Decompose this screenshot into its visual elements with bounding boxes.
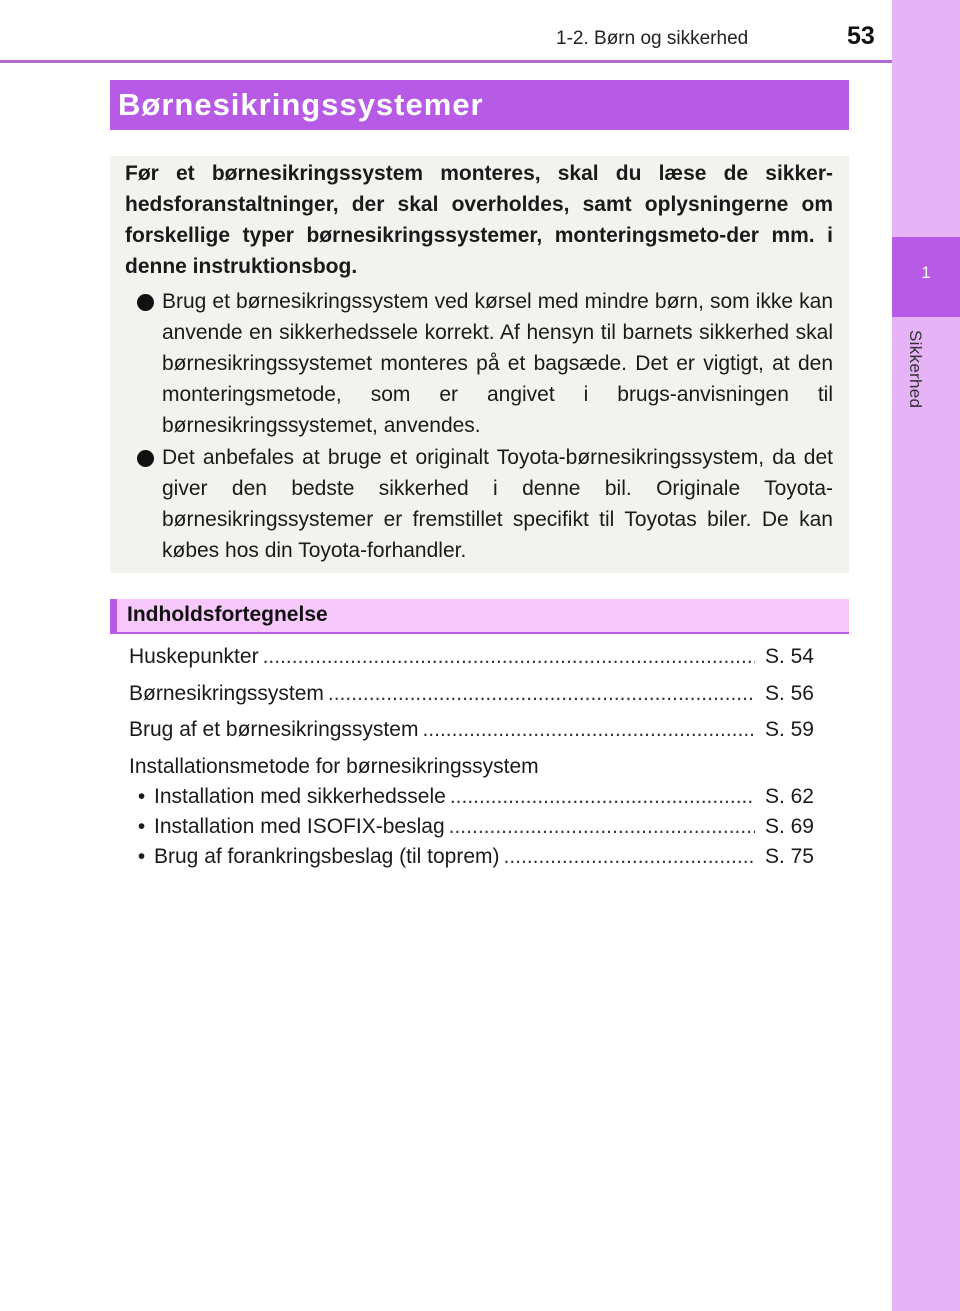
toc-dot-leader	[449, 815, 755, 839]
section-reference: 1-2. Børn og sikkerhed	[556, 28, 749, 49]
intro-lead-text: Før et børnesikringssystem monteres, skal du læse de sikker-hedsforanstaltninger, der skal overholdes, samt oplysningerne om forskellige typer børnesikringssystemer, monteringsmeto-der mm. i denne instruktionsbog.	[125, 162, 833, 278]
toc-entry-page: S. 56	[764, 682, 814, 705]
intro-bullet-text: Brug et børnesikringssystem ved kørsel med mindre børn, som ikke kan anvende en sikkerhedssele korrekt. Af hensyn til barnets sikkerhed skal børnesikringssystemet monteres på et bagsæde. Det er vigtigt, at den monteringsmetode, som er angivet i brugs-anvisningen til børnesikringssystemet, anvendes.	[162, 290, 833, 437]
bullet-dot-icon	[137, 294, 154, 311]
toc-entry-title: Børnesikringssystem	[129, 682, 324, 705]
toc-entry[interactable]	[129, 645, 814, 669]
intro-box	[110, 156, 849, 573]
toc-dot-leader	[504, 845, 756, 869]
chapter-number-block	[892, 237, 960, 317]
toc-sub-entry[interactable]	[129, 785, 814, 809]
header-divider	[0, 60, 892, 63]
toc-dot-leader	[263, 645, 755, 669]
page-number: 53	[847, 22, 875, 50]
intro-bullet	[137, 286, 833, 441]
toc-entry-title: Huskepunkter	[129, 645, 259, 668]
toc-entry-page: S. 62	[764, 785, 814, 808]
toc-entry-title: Brug af et børnesikringssystem	[129, 718, 419, 741]
toc-entry-page: S. 59	[764, 718, 814, 741]
toc-entry-title: Installation med ISOFIX-beslag	[154, 815, 445, 838]
toc-entry-page: S. 69	[764, 815, 814, 838]
toc-sub-entry[interactable]	[129, 845, 814, 869]
toc-bullet: •	[137, 785, 146, 808]
toc-sub-entry[interactable]	[129, 815, 814, 839]
chapter-number: 1	[921, 263, 931, 282]
toc-header	[110, 599, 849, 634]
toc-bullet: •	[137, 815, 146, 838]
toc-dot-leader	[328, 682, 755, 706]
toc-entry-title: Installation med sikkerhedssele	[154, 785, 446, 808]
toc-dot-leader	[422, 718, 755, 742]
intro-bullet	[137, 442, 833, 566]
toc-entry-title: Brug af forankringsbeslag (til toprem)	[154, 845, 500, 868]
chapter-label: Sikkerhed	[906, 330, 925, 409]
intro-bullet-text: Det anbefales at bruge et originalt Toyota-børnesikringssystem, da det giver den bedste sikkerhed i denne bil. Originale Toyota-børnesikringssystemer er fremstillet specifikt til Toyotas biler. De kan købes hos din Toyota-forhandler.	[162, 446, 833, 562]
chapter-side-tab	[892, 0, 960, 1311]
toc-entry-page: S. 54	[764, 645, 814, 668]
toc-group-heading: Installationsmetode for børnesikringssystem	[129, 755, 539, 778]
toc-header-title: Indholdsfortegnelse	[127, 603, 328, 626]
toc-entry[interactable]	[129, 718, 814, 742]
toc-entry-page: S. 75	[764, 845, 814, 868]
bullet-dot-icon	[137, 450, 154, 467]
toc-bullet: •	[137, 845, 146, 868]
toc-entry[interactable]	[129, 682, 814, 706]
page-title-bar	[110, 80, 849, 130]
page-title: Børnesikringssystemer	[118, 87, 484, 122]
toc-dot-leader	[450, 785, 755, 809]
